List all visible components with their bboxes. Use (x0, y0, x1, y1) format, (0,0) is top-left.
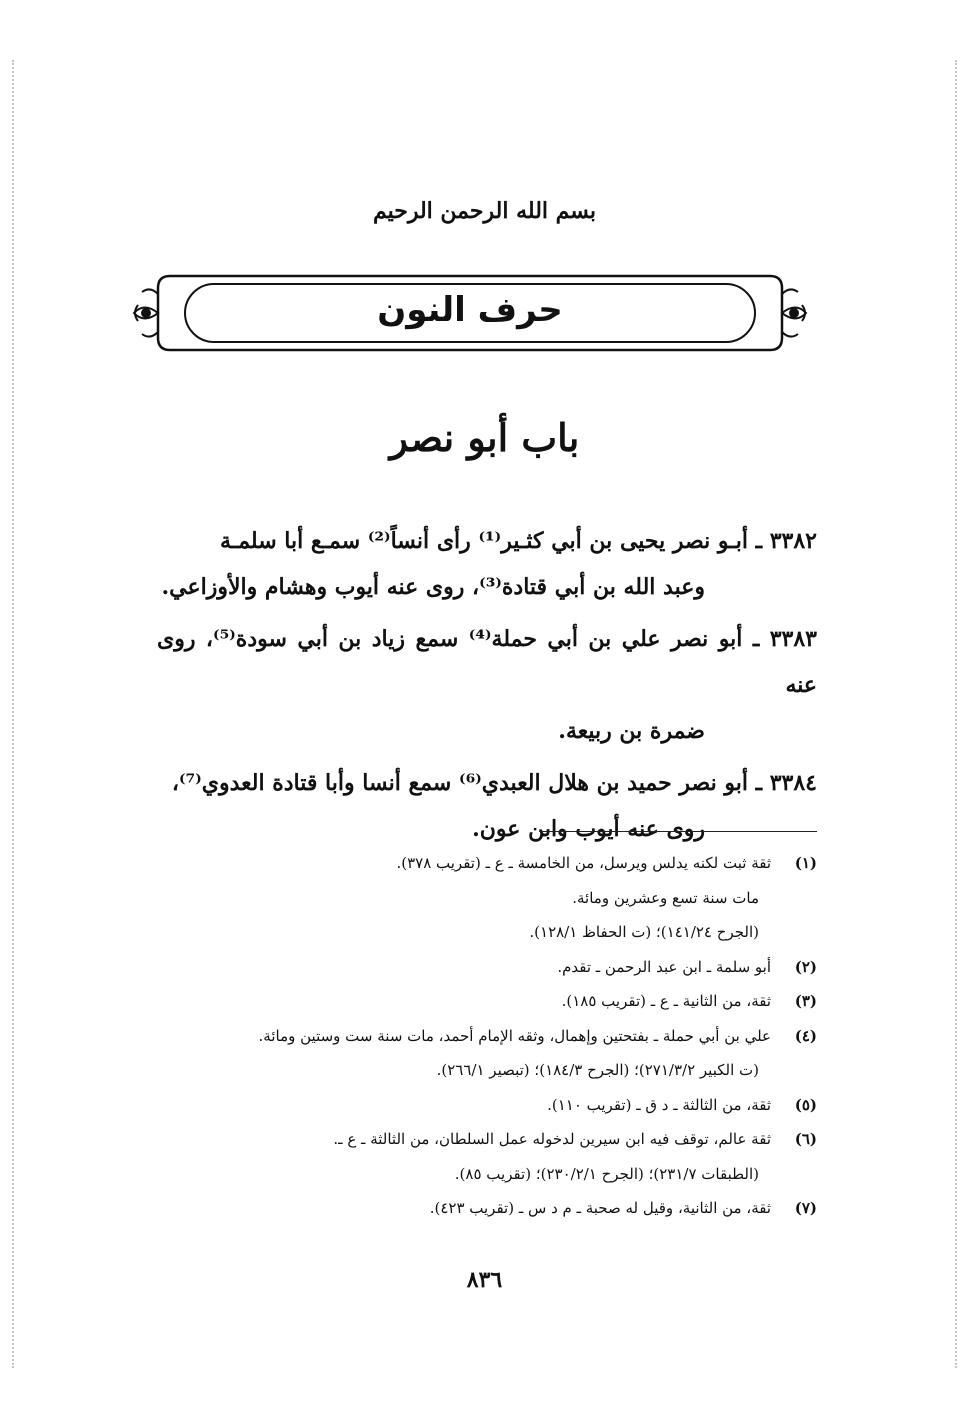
footnotes (157, 846, 817, 1226)
footnote-number: (٢) (794, 957, 817, 976)
banner-title: حرف النون (377, 290, 563, 330)
footnote (157, 846, 817, 881)
footnote-divider (539, 831, 817, 832)
footnote-continuation: (الجرح ١٤١/٢٤)؛ (ت الحفاظ ١٢٨/١). (529, 923, 759, 941)
footnote-continuation: مات سنة تسع وعشرين ومائة. (572, 888, 759, 907)
footnote-text: ثقة، من الثانية، وقيل له صحبة ـ م د س ـ (تقريب ٤٢٣). (429, 1199, 771, 1217)
footnote (157, 1019, 817, 1054)
scan-margin-right (955, 60, 959, 1368)
entry-3383 (157, 616, 817, 754)
entry-line: ضمرة بن ربيعة. (558, 718, 705, 744)
footnote-continuation: (ت الكبير ٢٧١/٣/٢)؛ (الجرح ١٨٤/٣)؛ (تبصير ٢٦٦/١). (436, 1061, 759, 1079)
footnote-text: علي بن أبي حملة ـ بفتحتين وإهمال، وثقه الإمام أحمد، مات سنة ست وستين ومائة. (258, 1026, 771, 1045)
section-heading: باب أبو نصر (389, 415, 580, 460)
basmala: بسم الله الرحمن الرحيم (372, 198, 597, 224)
footnote-text: ثقة عالم، توقف فيه ابن سيرين لدخوله عمل السلطان، من الثالثة ـ ع ـ. (333, 1130, 771, 1148)
footnote-number: (١) (794, 854, 817, 872)
footnote (157, 1191, 817, 1226)
footnote-text: ثقة، من الثالثة ـ د ق ـ (تقريب ١١٠). (547, 1095, 771, 1114)
page-number: ٨٣٦ (466, 1267, 503, 1293)
footnote-text: ثقة ثبت لكنه يدلس ويرسل، من الخامسة ـ ع ـ (تقريب ٣٧٨). (396, 854, 771, 872)
entry-3384 (157, 760, 817, 852)
entry-line: ـ أبو نصر حميد بن هلال العبدي⁽⁶⁾ سمع أنسا وأبا قتادة العدوي⁽⁷⁾، (171, 770, 763, 796)
footnote-text: أبو سلمة ـ ابن عبد الرحمن ـ تقدم. (557, 957, 771, 976)
footnote-continuation: (الطبقات ٢٣١/٧)؛ (الجرح ٢٣٠/٢/١)؛ (تقريب ٨٥). (454, 1164, 759, 1183)
entry-line: وعبد الله بن أبي قتادة⁽³⁾، روى عنه أيوب وهشام والأوزاعي. (161, 574, 705, 600)
entry-number: ٣٣٨٣ (769, 626, 817, 652)
footnote (157, 1122, 817, 1157)
scan-margin-left (12, 60, 16, 1368)
footnote-text: ثقة، من الثانية ـ ع ـ (تقريب ١٨٥). (561, 992, 771, 1010)
footnote-number: (٤) (794, 1026, 817, 1045)
entry-3382 (157, 518, 817, 610)
chapter-banner (130, 272, 810, 354)
footnote (157, 984, 817, 1019)
footnote (157, 1088, 817, 1123)
entry-line: ـ أبو نصر علي بن أبي حملة⁽⁴⁾ سمع زياد بن أبي سودة⁽⁵⁾، روى عنه (157, 626, 817, 698)
footnote-number: (٦) (794, 1130, 817, 1148)
entry-line: روى عنه أيوب وابن عون. (472, 816, 705, 842)
footnote-number: (٧) (794, 1199, 817, 1217)
entries-list (157, 518, 817, 858)
entry-number: ٣٣٨٢ (769, 528, 817, 554)
entry-number: ٣٣٨٤ (769, 770, 817, 796)
footnote-number: (٣) (794, 992, 817, 1010)
entry-line: ـ أبـو نصر يحيى بن أبي كثـير⁽¹⁾ رأى أنساً⁽²⁾ سمـع أبا سلمـة (219, 528, 763, 554)
footnote-number: (٥) (794, 1095, 817, 1114)
footnote (157, 950, 817, 985)
